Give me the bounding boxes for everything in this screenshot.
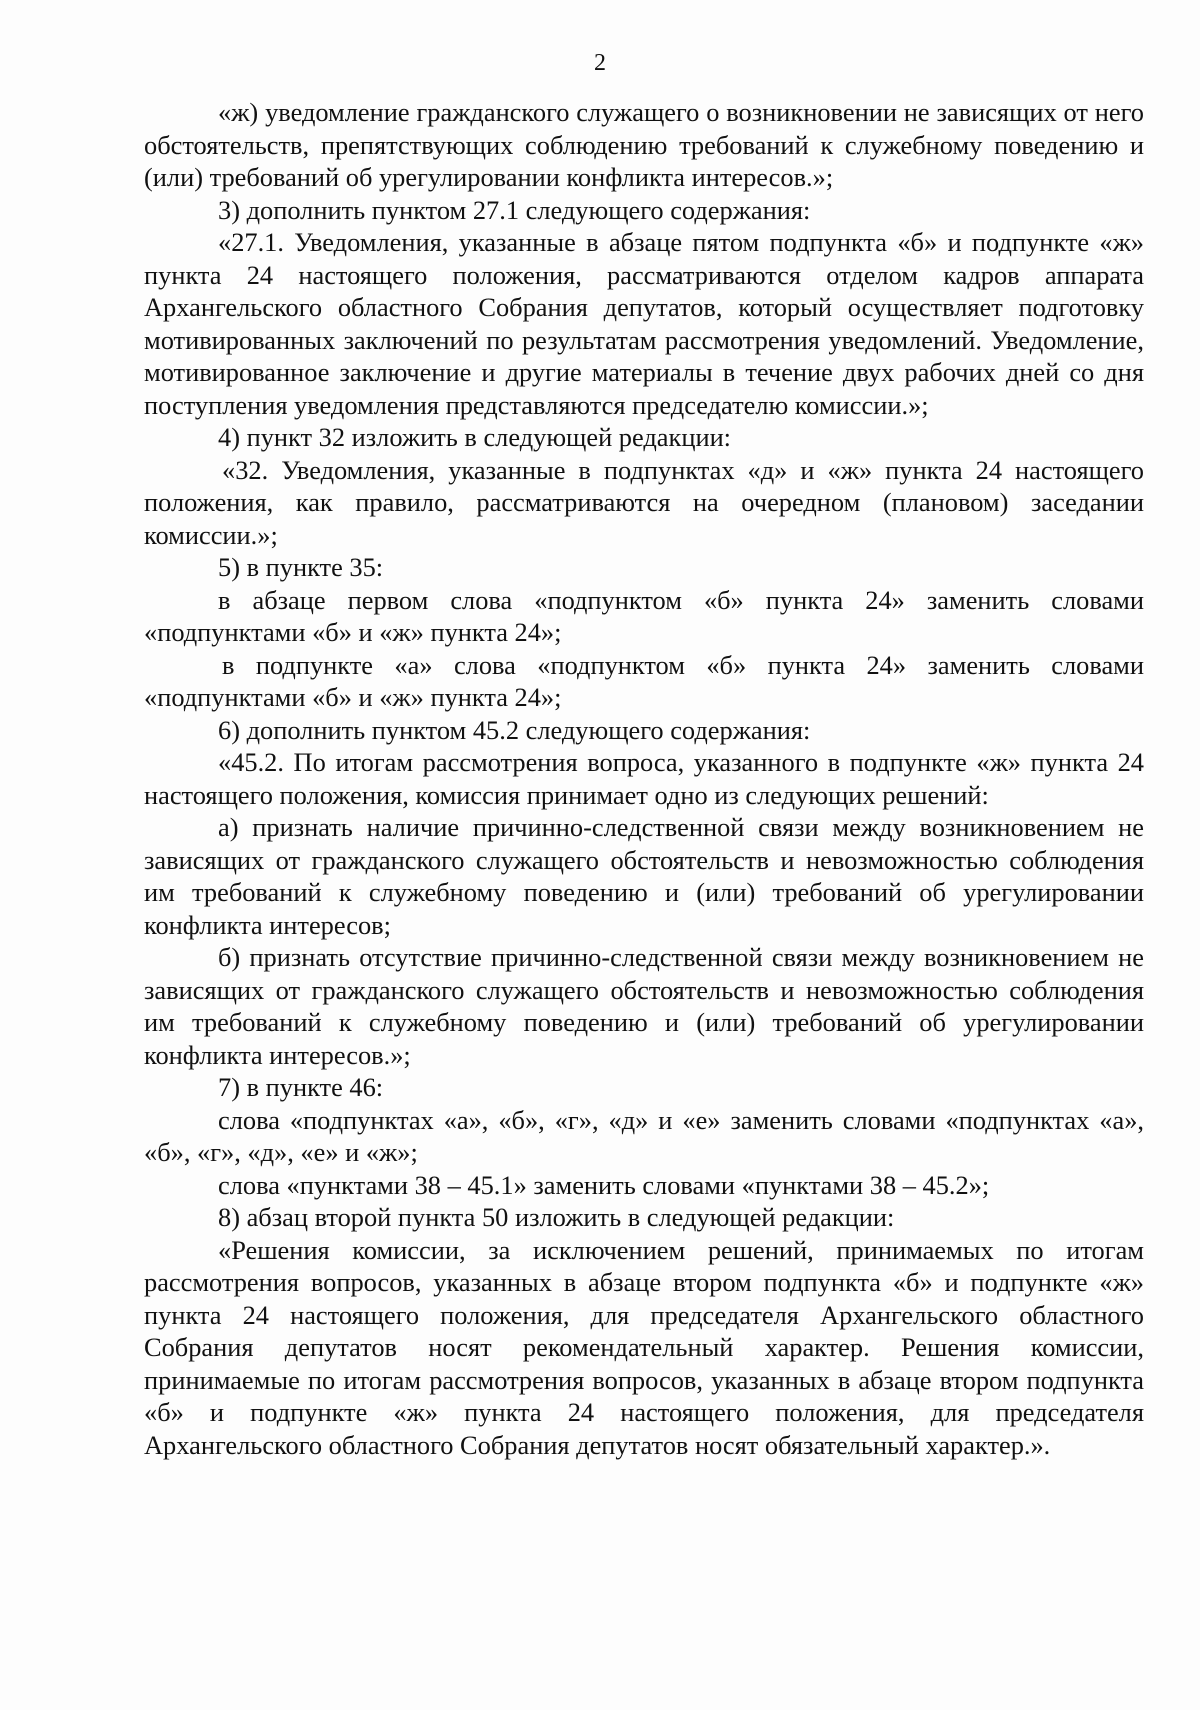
paragraph-item-35-a: в подпункте «а» слова «подпунктом «б» пункта 24» заменить словами «подпунктами «б» и «ж» пункта 24»;	[144, 649, 1144, 712]
paragraph-item-zh: «ж) уведомление гражданского служащего о возникновении не зависящих от него обстоятельств, препятствующих соблюдению требований к служебному поведению и (или) требований об урегулировании конфликта интересов.»;	[144, 97, 1144, 192]
paragraph-item-50: «Решения комиссии, за исключением решений, принимаемых по итогам рассмотрения вопросов, указанных в абзаце втором подпункта «б» и подпункте «ж» пункта 24 настоящего положения, для председателя Архангельского областного Собрания депутатов носят рекомендательный характер. Решения комиссии, принимаемые по итогам рассмотрения вопросов, указанных в абзаце втором подпункта «б» и подпункте «ж» пункта 24 настоящего положения, для председателя Архангельского областного Собрания депутатов носят обязательный характер.».	[144, 1234, 1144, 1460]
paragraph-item-45-2-b: б) признать отсутствие причинно-следственной связи между возникновением не зависящих от гражданского служащего обстоятельств и невозможностью соблюдения им требований к служебному поведению и (или) требований об урегулировании конфликта интересов.»;	[144, 942, 1144, 1070]
paragraph-item-35-first: в абзаце первом слова «подпунктом «б» пункта 24» заменить словами «подпунктами «б» и «ж» пункта 24»;	[144, 584, 1144, 647]
paragraph-item-32: «32. Уведомления, указанные в подпунктах «д» и «ж» пункта 24 настоящего положения, как правило, рассматриваются на очередном (плановом) заседании комиссии.»;	[144, 454, 1144, 550]
paragraph-amendment-8: 8) абзац второй пункта 50 изложить в следующей редакции:	[218, 1202, 895, 1232]
paragraph-amendment-7: 7) в пункте 46:	[218, 1072, 384, 1102]
paragraph-amendment-6: 6) дополнить пунктом 45.2 следующего содержания:	[218, 714, 811, 745]
paragraph-amendment-4: 4) пункт 32 изложить в следующей редакции:	[218, 422, 732, 452]
paragraph-item-46-points: слова «пунктами 38 – 45.1» заменить словами «пунктами 38 – 45.2»;	[218, 1169, 990, 1200]
document-body	[144, 96, 1144, 1461]
paragraph-amendment-5: 5) в пункте 35:	[218, 552, 384, 582]
paragraph-amendment-3: 3) дополнить пунктом 27.1 следующего содержания:	[218, 194, 811, 225]
paragraph-item-45-2-a: а) признать наличие причинно-следственной связи между возникновением не зависящих от гражданского служащего обстоятельств и невозможностью соблюдения им требований к служебному поведению и (или) требований об урегулировании конфликта интересов;	[144, 812, 1144, 940]
paragraph-item-46-subitems: слова «подпунктах «а», «б», «г», «д» и «е» заменить словами «подпунктах «а», «б», «г», «д», «е» и «ж»;	[144, 1104, 1144, 1167]
page-number: 2	[594, 50, 606, 76]
paragraph-item-27-1: «27.1. Уведомления, указанные в абзаце пятом подпункта «б» и подпункте «ж» пункта 24 настоящего положения, рассматриваются отделом кадров аппарата Архангельского областного Собрания депутатов, который осуществляет подготовку мотивированных заключений по результатам рассмотрения уведомлений. Уведомление, мотивированное заключение и другие материалы в течение двух рабочих дней со дня поступления уведомления представляются председателю комиссии.»;	[144, 227, 1144, 420]
paragraph-item-45-2: «45.2. По итогам рассмотрения вопроса, указанного в подпункте «ж» пункта 24 настоящего положения, комиссия принимает одно из следующих решений:	[144, 747, 1144, 810]
